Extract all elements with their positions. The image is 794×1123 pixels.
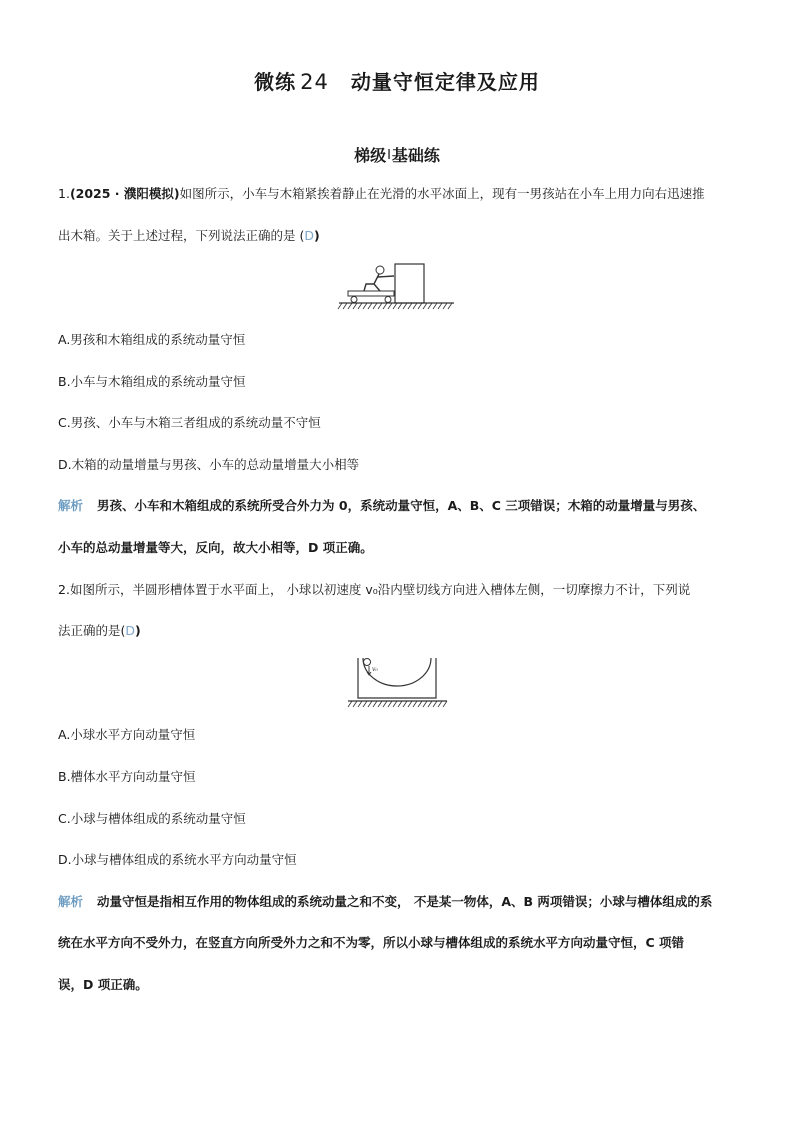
q1-answer: D xyxy=(304,228,314,243)
q1-option-d: D.木箱的动量增量与男孩、小车的总动量增量大小相等 xyxy=(58,457,360,472)
q2-analysis-line1 xyxy=(58,893,738,911)
q2-bracket-close: ) xyxy=(135,623,141,638)
q1-option-a: A.男孩和木箱组成的系统动量守恒 xyxy=(58,332,246,347)
q1-analysis-text1: 男孩、小车和木箱组成的系统所受合外力为 0，系统动量守恒，A、B、C 三项错误；木箱的动量增量与男孩、 xyxy=(97,498,706,513)
q2-option-d: D.小球与槽体组成的系统水平方向动量守恒 xyxy=(58,852,297,867)
q1-bracket-close: ) xyxy=(314,228,320,243)
section-heading-separator: I xyxy=(387,148,391,163)
q2-stem-line1 xyxy=(58,581,738,599)
q2-analysis-label: 解析 xyxy=(58,894,84,909)
q2-answer: D xyxy=(125,623,136,638)
q2-figure-v0-label: v₀ xyxy=(372,666,378,673)
title-number: 24 xyxy=(300,70,329,94)
q1-analysis-line1 xyxy=(58,497,738,515)
q1-source: (2025 · 濮阳模拟) xyxy=(69,186,180,201)
q2-analysis-line2 xyxy=(58,934,738,952)
title-text: 动量守恒定律及应用 xyxy=(350,70,540,94)
q1-number: 1. xyxy=(58,186,70,201)
q2-number: 2. xyxy=(58,582,70,597)
section-heading-left: 梯级 xyxy=(354,146,387,165)
q1-stem-text1: 如图所示，小车与木箱紧挨着静止在光滑的水平冰面上，现有一男孩站在小车上用力向右迅速推 xyxy=(179,186,705,201)
q1-figure xyxy=(336,260,460,312)
q2-analysis-line3 xyxy=(58,976,738,994)
q2-analysis-text2: 统在水平方向不受外力，在竖直方向所受外力之和不为零，所以小球与槽体组成的系统水平方向动量守恒，C 项错 xyxy=(58,935,685,950)
q1-option-c: C.男孩、小车与木箱三者组成的系统动量不守恒 xyxy=(58,415,321,430)
q2-option-a: A.小球水平方向动量守恒 xyxy=(58,727,196,742)
q2-stem-text1: 如图所示，半圆形槽体置于水平面上， 小球以初速度 v₀沿内壁切线方向进入槽体左侧，一切摩擦力不计，下列说 xyxy=(69,582,691,597)
title-prefix: 微练 xyxy=(254,70,297,94)
section-heading-right: 基础练 xyxy=(391,146,440,165)
q2-option-c: C.小球与槽体组成的系统动量守恒 xyxy=(58,811,246,826)
q2-analysis-text3: 误，D 项正确。 xyxy=(58,977,148,992)
page-title xyxy=(0,66,794,95)
q1-stem-text2: 出木箱。关于上述过程，下列说法正确的是 ( xyxy=(58,228,305,243)
q1-analysis-label: 解析 xyxy=(58,498,84,513)
q2-figure xyxy=(346,654,450,710)
q1-stem-line2 xyxy=(58,227,738,245)
q2-analysis-text1: 动量守恒是指相互作用的物体组成的系统动量之和不变， 不是某一物体，A、B 两项错误；小球与槽体组成的系 xyxy=(97,894,713,909)
section-heading xyxy=(0,143,794,166)
q2-option-b: B.槽体水平方向动量守恒 xyxy=(58,769,196,784)
q1-analysis-text2: 小车的总动量增量等大，反向，故大小相等，D 项正确。 xyxy=(58,540,373,555)
q1-option-b: B.小车与木箱组成的系统动量守恒 xyxy=(58,374,246,389)
q1-analysis-line2 xyxy=(58,539,738,557)
q2-stem-text2: 法正确的是( xyxy=(58,623,126,638)
q2-stem-line2 xyxy=(58,622,738,640)
q1-stem-line1 xyxy=(58,185,738,203)
